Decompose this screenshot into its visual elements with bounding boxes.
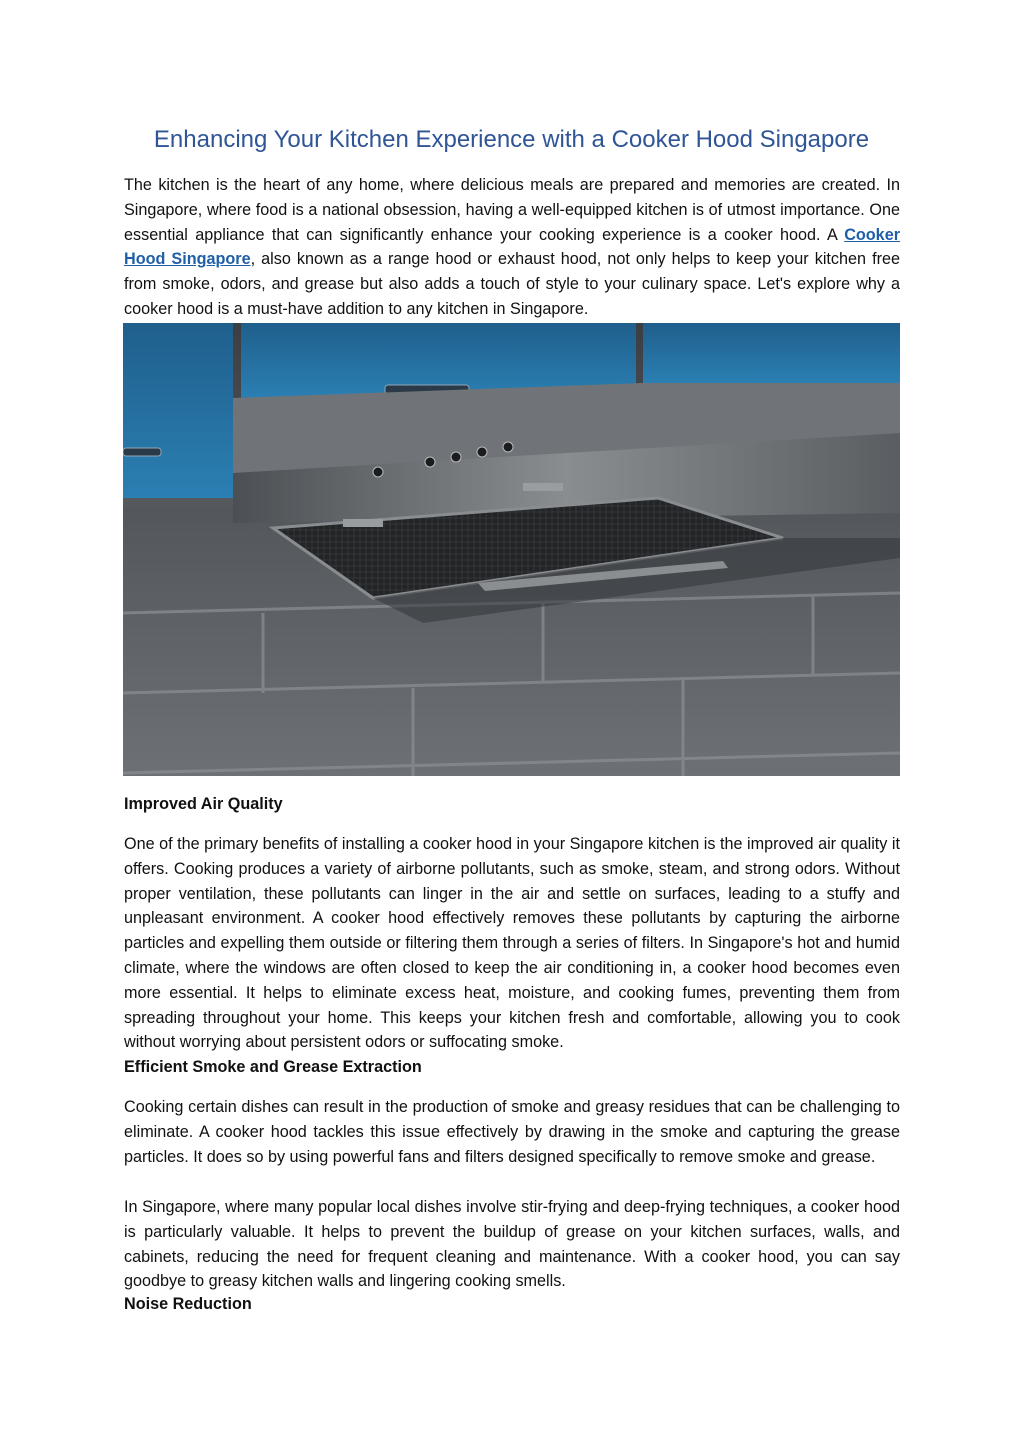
section-heading-air-quality: Improved Air Quality: [124, 795, 283, 813]
cooker-hood-photo: [123, 323, 900, 776]
intro-paragraph: [124, 173, 900, 322]
section-paragraph-smoke-grease-1: Cooking certain dishes can result in the production of smoke and greasy residues that can be challenging to eliminate. A cooker hood tackles this issue effectively by drawing in the smoke and capturing the grease particles. It does so by using powerful fans and filters designed specifically to remove smoke and grease.: [124, 1098, 900, 1166]
section-heading-noise-reduction: Noise Reduction: [124, 1295, 252, 1313]
intro-text-after-link: , also known as a range hood or exhaust hood, not only helps to keep your kitchen free from smoke, odors, and grease but also adds a touch of style to your culinary space. Let's explore why a cooker hood is a must-have addition to any kitchen in Singapore.: [124, 250, 900, 318]
intro-text-before-link: The kitchen is the heart of any home, where delicious meals are prepared and memories are created. In Singapore, where food is a national obsession, having a well-equipped kitchen is of utmost importance. One essential appliance that can significantly enhance your cooking experience is a cooker hood. A: [124, 176, 900, 244]
section-paragraph-smoke-grease-2: In Singapore, where many popular local dishes involve stir-frying and deep-frying techniques, a cooker hood is particularly valuable. It helps to prevent the buildup of grease on your kitchen surfaces, walls, and cabinets, reducing the need for frequent cleaning and maintenance. With a cooker hood, you can say goodbye to greasy kitchen walls and lingering cooking smells.: [124, 1198, 900, 1291]
section-paragraph-air-quality: One of the primary benefits of installing a cooker hood in your Singapore kitchen is the improved air quality it offers. Cooking produces a variety of airborne pollutants, such as smoke, steam, and strong odors. Without proper ventilation, these pollutants can linger in the air and settle on surfaces, leading to a stuffy and unpleasant environment. A cooker hood effectively removes these pollutants by capturing the airborne particles and expelling them outside or filtering them through a series of filters. In Singapore's hot and humid climate, where the windows are often closed to keep the air conditioning in, a cooker hood becomes even more essential. It helps to eliminate excess heat, moisture, and cooking fumes, preventing them from spreading throughout your home. This keeps your kitchen fresh and comfortable, allowing you to cook without worrying about persistent odors or suffocating smoke.: [124, 835, 900, 1052]
cooker-hood-singapore-link[interactable]: Cooker Hood Singapore: [124, 225, 900, 269]
article-title: Enhancing Your Kitchen Experience with a Cooker Hood Singapore: [153, 126, 870, 153]
section-heading-smoke-grease: Efficient Smoke and Grease Extraction: [124, 1058, 422, 1076]
